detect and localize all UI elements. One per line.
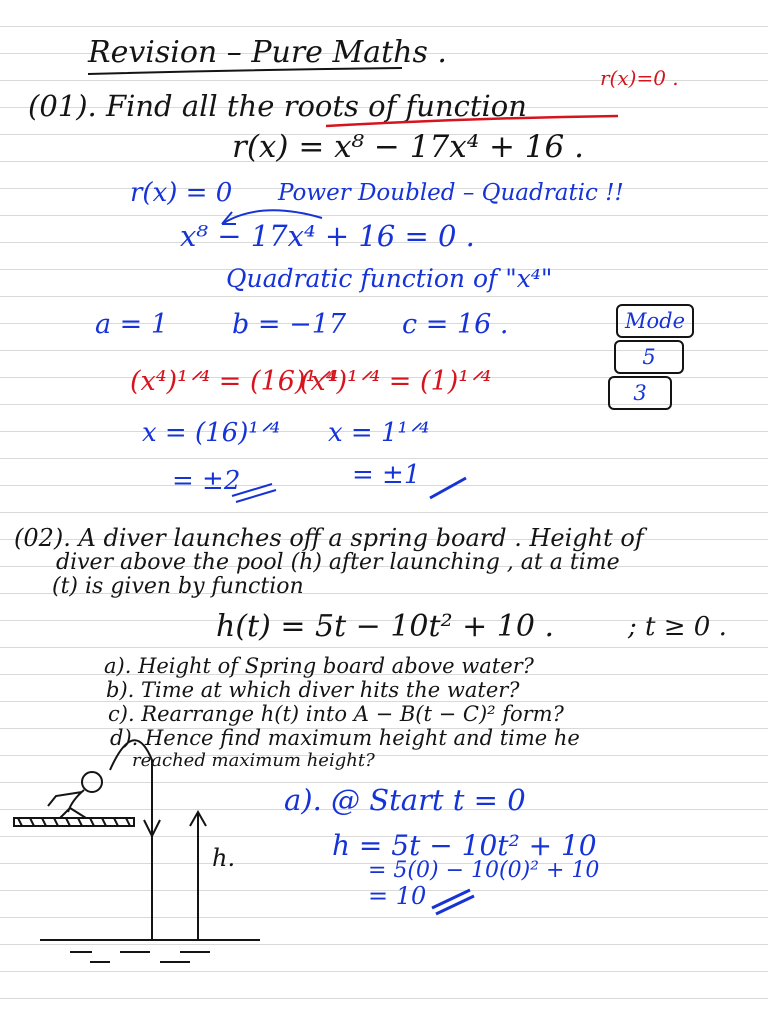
q1-right-step: x = 1¹ᐟ⁴ [328, 418, 430, 448]
q1-condition: r(x) = 0 [130, 178, 233, 208]
q1-left-step: x = (16)¹ᐟ⁴ [142, 418, 281, 448]
answer-a-heading: a). @ Start t = 0 [284, 783, 526, 817]
q1-equation: x⁸ − 17x⁴ + 16 = 0 . [180, 219, 475, 253]
q1-function: r(x) = x⁸ − 17x⁴ + 16 . [232, 129, 584, 165]
q1-left-eq: (x⁴)¹ᐟ⁴ = (16)¹ᐟ⁴ [130, 366, 339, 397]
coeff-a: a = 1 [95, 309, 169, 340]
q1-left-answer: = ±2 [172, 466, 241, 496]
q2-line3: (t) is given by function [52, 574, 304, 599]
q2-part-d2: reached maximum height? [132, 750, 375, 771]
q2-part-c: c). Rearrange h(t) into A − B(t − C)² form? [108, 702, 564, 726]
coeff-c: c = 16 . [402, 309, 509, 340]
q2-part-d1: d). Hence find maximum height and time he [110, 726, 580, 750]
coeff-b: b = −17 [232, 309, 347, 340]
q2-line2: diver above the pool (h) after launching , at a time [56, 550, 620, 575]
calc-key-3: 3 [608, 376, 672, 410]
calc-key-mode: Mode [616, 304, 694, 338]
answer-a-line2: = 5(0) − 10(0)² + 10 [368, 858, 600, 883]
answer-a-line1: h = 5t − 10t² + 10 [332, 829, 597, 862]
q2-part-a: a). Height of Spring board above water? [104, 654, 534, 678]
q2-line1: (02). A diver launches off a spring board . Height of [14, 524, 644, 552]
q1-right-eq: (x⁴)¹ᐟ⁴ = (1)¹ᐟ⁴ [300, 366, 492, 397]
q1-quadratic-in: Quadratic function of "x⁴" [226, 264, 553, 293]
calc-key-5: 5 [614, 340, 684, 374]
side-note-red: r(x)=0 . [600, 66, 679, 90]
q2-part-b: b). Time at which diver hits the water? [106, 678, 520, 702]
q2-domain: ; t ≥ 0 . [628, 612, 727, 642]
answer-a-line3: = 10 [368, 882, 427, 910]
q1-label: (01). Find all the roots of function [28, 89, 527, 123]
page-title: Revision – Pure Maths . [88, 35, 447, 70]
sketch-label-h: h. [212, 844, 236, 872]
q2-function: h(t) = 5t − 10t² + 10 . [216, 609, 555, 644]
q1-right-answer: = ±1 [352, 460, 421, 490]
q1-note: Power Doubled – Quadratic !! [278, 180, 624, 206]
